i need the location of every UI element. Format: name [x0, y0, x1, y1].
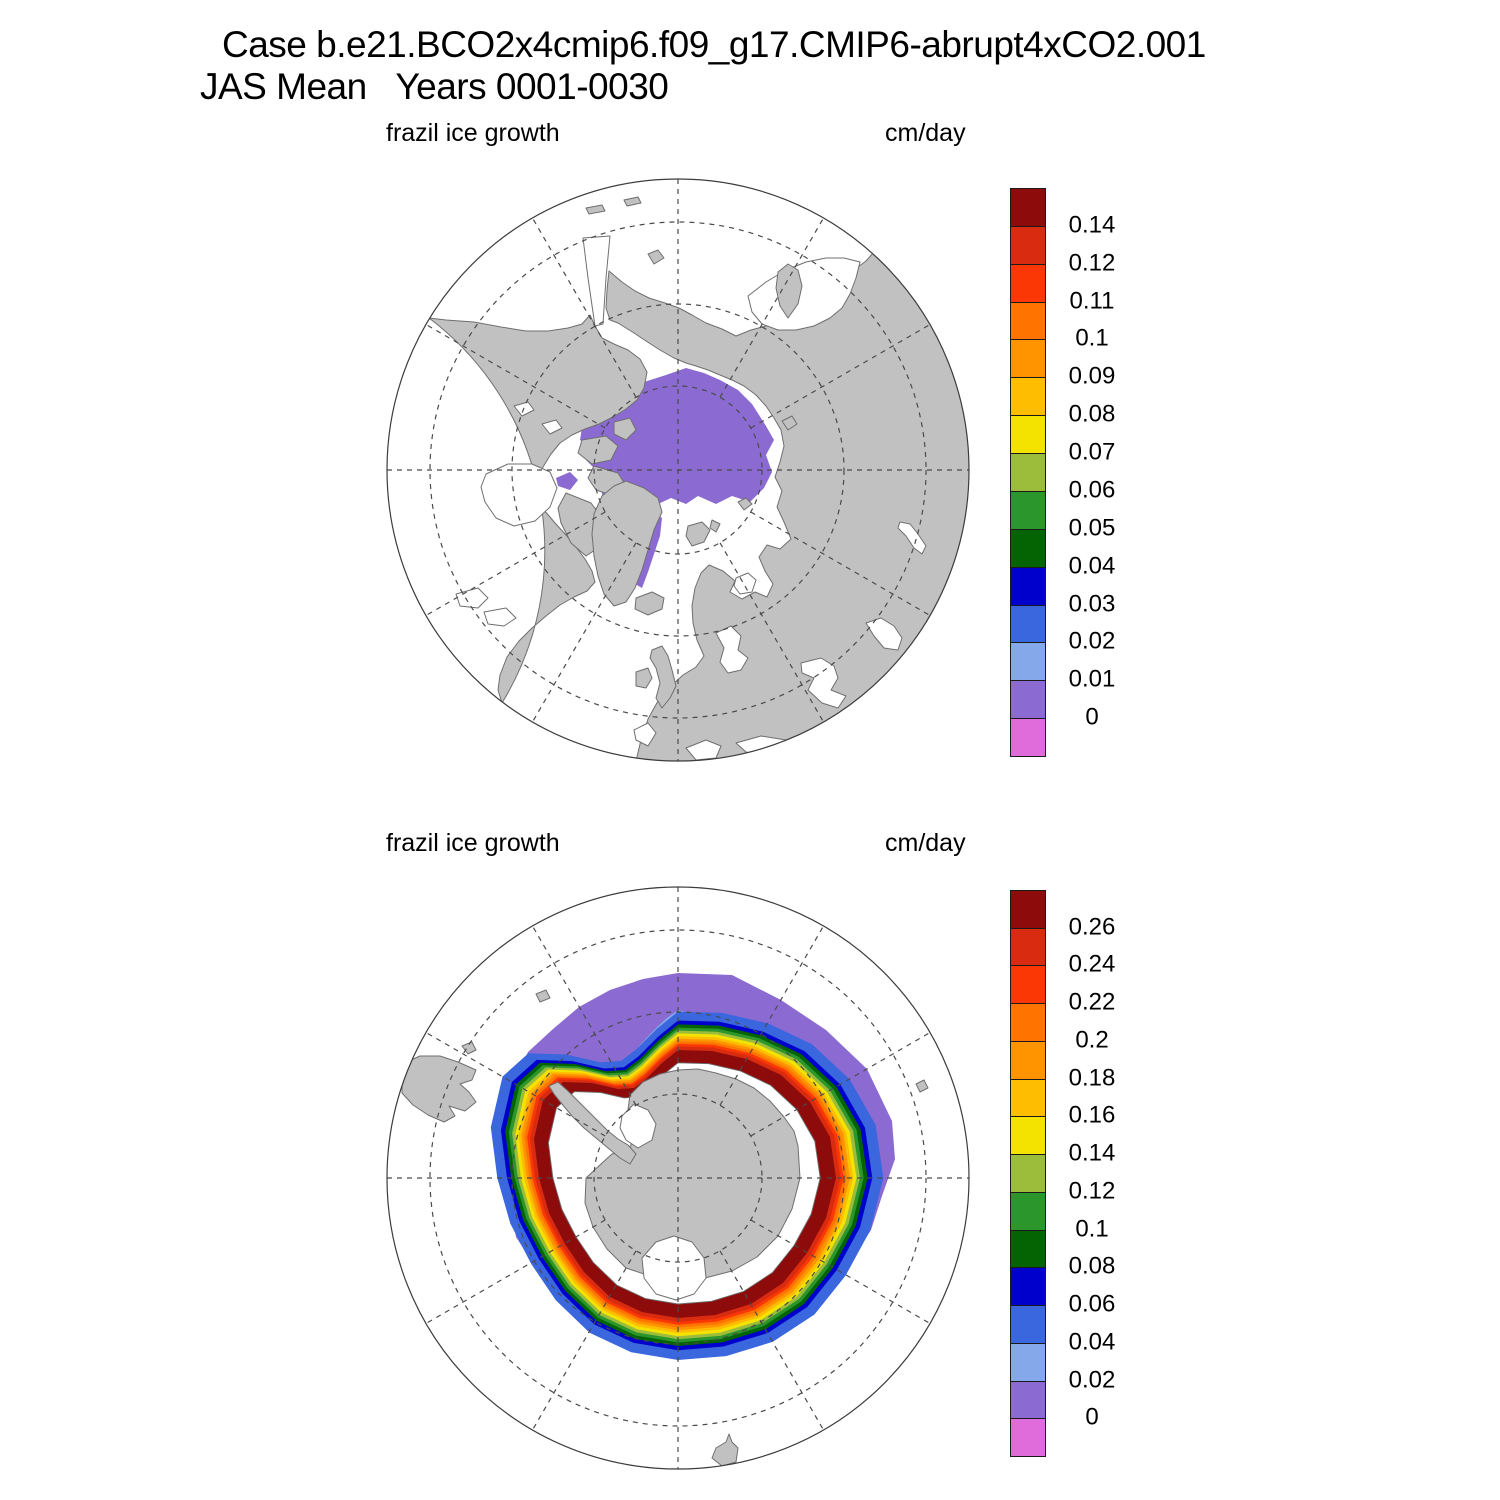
colorbar-cell: [1010, 928, 1046, 967]
colorbar-tick-label: 0.26: [1068, 913, 1116, 941]
colorbar-tick-label: 0.22: [1068, 988, 1116, 1016]
south-colorbar: [1010, 890, 1116, 1456]
north-units-label: cm/day: [885, 119, 966, 147]
south-units-label: cm/day: [885, 829, 966, 857]
colorbar-tick-label: 0: [1085, 1403, 1099, 1431]
colorbar-tick-label: 0.06: [1068, 476, 1116, 504]
colorbar-tick-label: 0: [1085, 703, 1099, 731]
colorbar-cell: [1010, 642, 1046, 681]
colorbar-tick-label: 0.08: [1068, 400, 1116, 428]
colorbar-tick-label: 0.01: [1068, 665, 1116, 693]
colorbar-tick-label: 0.11: [1069, 287, 1115, 315]
colorbar-tick-label: 0.05: [1068, 514, 1116, 542]
colorbar-tick-label: 0.18: [1068, 1064, 1116, 1092]
colorbar-cell: [1010, 1230, 1046, 1269]
colorbar-cell: [1010, 226, 1046, 265]
colorbar-cell: [1010, 339, 1046, 378]
colorbar-tick-label: 0.08: [1068, 1252, 1116, 1280]
colorbar-cell: [1010, 890, 1046, 929]
colorbar-tick-label: 0.12: [1068, 1177, 1116, 1205]
colorbar-tick-label: 0.09: [1068, 362, 1116, 390]
figure-title-period: JAS Mean Years 0001-0030: [200, 66, 669, 107]
colorbar-cell: [1010, 188, 1046, 227]
colorbar-cell: [1010, 1116, 1046, 1155]
colorbar-tick-label: 0.03: [1068, 589, 1116, 617]
colorbar-tick-label: 0.04: [1068, 1328, 1116, 1356]
arctic-map: [386, 178, 970, 762]
colorbar-cell: [1010, 1192, 1046, 1231]
colorbar-tick-label: 0.16: [1068, 1101, 1116, 1129]
colorbar-tick-label: 0.06: [1068, 1290, 1116, 1318]
colorbar-cell: [1010, 415, 1046, 454]
colorbar-tick-label: 0.1: [1075, 324, 1109, 352]
colorbar-tick-label: 0.02: [1068, 1365, 1116, 1393]
colorbar-cell: [1010, 1343, 1046, 1382]
colorbar-cell: [1010, 302, 1046, 341]
south-field-label: frazil ice growth: [386, 829, 560, 857]
colorbar-tick-label: 0.14: [1068, 1139, 1116, 1167]
colorbar-cell: [1010, 718, 1046, 757]
north-field-label: frazil ice growth: [386, 119, 560, 147]
colorbar-cell: [1010, 567, 1046, 606]
colorbar-tick-label: 0.12: [1068, 249, 1116, 277]
colorbar-cell: [1010, 453, 1046, 492]
colorbar-tick-label: 0.1: [1075, 1215, 1109, 1243]
colorbar-cell: [1010, 1041, 1046, 1080]
colorbar-cell: [1010, 1267, 1046, 1306]
colorbar-cell: [1010, 1079, 1046, 1118]
colorbar-cell: [1010, 605, 1046, 644]
colorbar-cell: [1010, 264, 1046, 303]
colorbar-cell: [1010, 965, 1046, 1004]
colorbar-cell: [1010, 680, 1046, 719]
figure-title-case: Case b.e21.BCO2x4cmip6.f09_g17.CMIP6-abrupt4xCO2.001: [222, 24, 1206, 65]
colorbar-cell: [1010, 1154, 1046, 1193]
colorbar-cell: [1010, 529, 1046, 568]
colorbar-cell: [1010, 1003, 1046, 1042]
colorbar-tick-label: 0.24: [1068, 950, 1116, 978]
antarctic-map: [386, 886, 970, 1470]
colorbar-tick-label: 0.02: [1068, 627, 1116, 655]
colorbar-cell: [1010, 491, 1046, 530]
colorbar-tick-label: 0.04: [1068, 552, 1116, 580]
colorbar-cell: [1010, 1418, 1046, 1457]
colorbar-cell: [1010, 1305, 1046, 1344]
north-colorbar: [1010, 188, 1116, 756]
colorbar-cell: [1010, 1381, 1046, 1420]
colorbar-tick-label: 0.2: [1075, 1026, 1109, 1054]
colorbar-tick-label: 0.07: [1068, 438, 1116, 466]
colorbar-cell: [1010, 377, 1046, 416]
colorbar-tick-label: 0.14: [1068, 211, 1116, 239]
